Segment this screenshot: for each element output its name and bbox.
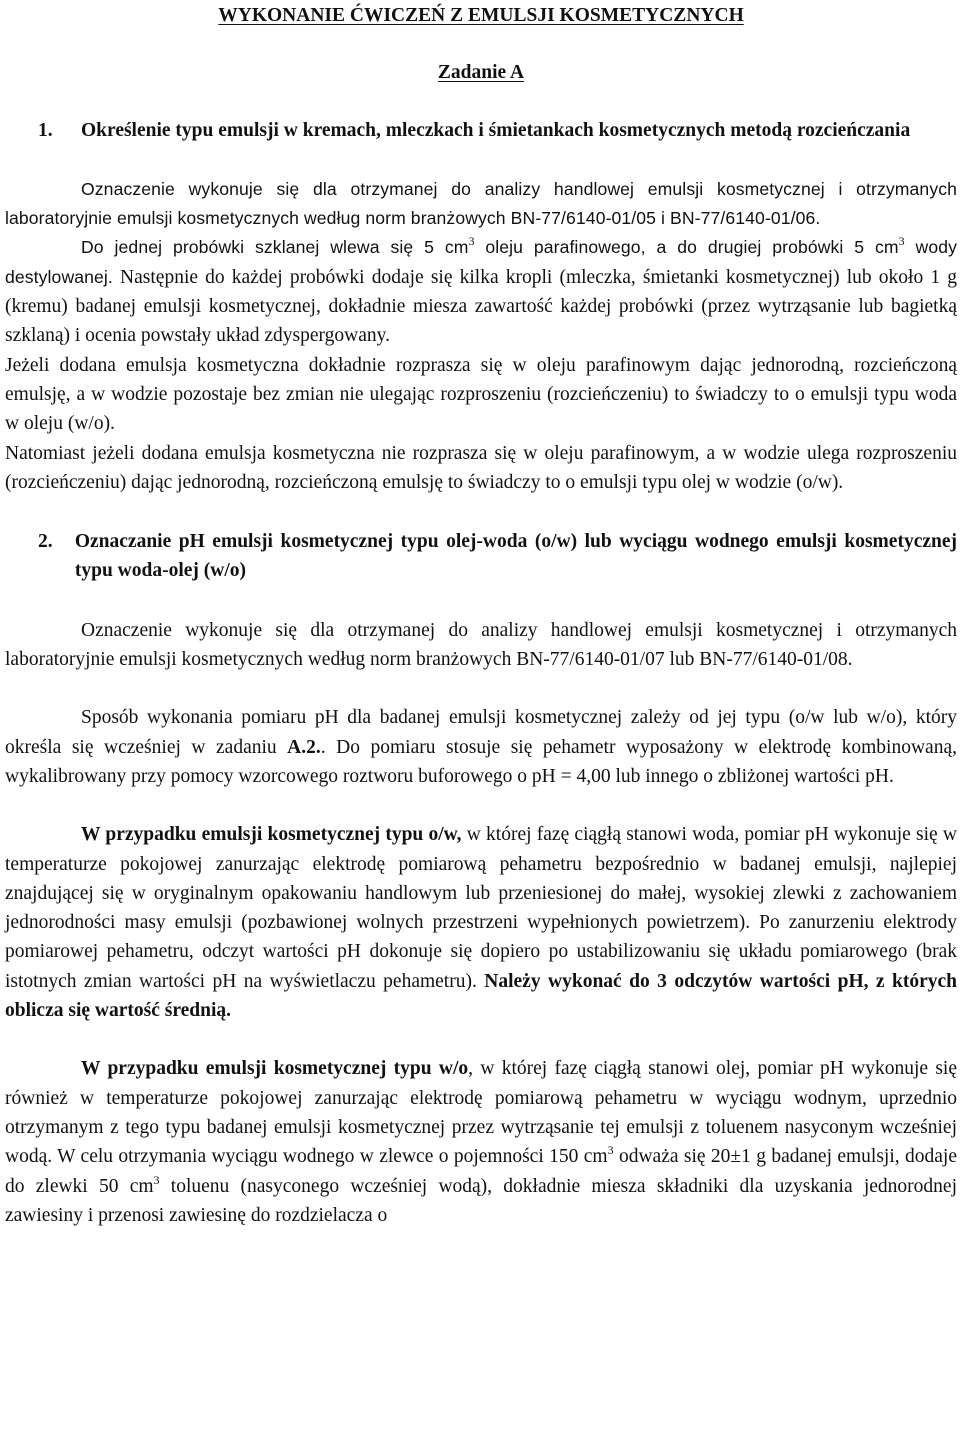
section-1-p2-part-c: wody destylowanej. — [5, 237, 957, 287]
task-heading: Zadanie A — [437, 62, 525, 84]
section-2-p2-part-a: Sposób wykonania pomiaru pH dla badanej emulsji kosmetycznej zależy od jej typu (o/w lub w/o), który określa się wcześniej w zadaniu — [5, 707, 957, 758]
section-1-p2-part-d: Następnie do każdej probówki dodaje się kilka kropli (mleczka, śmietanki kosmetycznej) lub około 1 g (kremu) badanej emulsji kosmetycznej, dokładnie miesza zawartość każdej probówki (przez wytrząsanie lub bagietką szklaną) i ocenia powstały układ zdyspergowany. — [5, 266, 957, 347]
section-2-paragraph-1: Oznaczenie wykonuje się dla otrzymanej do analizy handlowej emulsji kosmetycznej i otrzymanych laboratoryjnie emulsji kosmetycznych według norm branżowych BN-77/6140-01/07 lub BN-77/6140-01/08. — [5, 619, 957, 671]
section-1-p2-part-b: oleju parafinowego, a do drugiej probówki 5 cm — [474, 237, 899, 258]
section-2-paragraph-2 — [5, 703, 957, 791]
section-2-number: 2. — [38, 531, 53, 553]
document-title: WYKONANIE ĆWICZEŃ Z EMULSJI KOSMETYCZNYCH — [218, 5, 744, 26]
section-1-p2-part-a: Do jednej probówki szklanej wlewa się 5 cm — [81, 237, 469, 258]
section-2-p4-sup-1: 3 — [607, 1143, 614, 1158]
section-1-heading — [5, 116, 957, 145]
section-2-p4-part-b: odważa się 20±1 g badanej emulsji, dodaje do zlewki 50 cm — [5, 1146, 957, 1197]
section-1-paragraph-4: Natomiast jeżeli dodana emulsja kosmetyczna nie rozprasza się w oleju parafinowym, a w wodzie ulega rozproszeniu (rozcieńczeniu) dając jednorodną, rozcieńczoną emulsję to świadczy to o emulsji typu olej w wodzie (o/w). — [5, 442, 957, 493]
section-2-p4-bold: W przypadku emulsji kosmetycznej typu w/o — [81, 1058, 469, 1080]
section-2-title: Oznaczanie pH emulsji kosmetycznej typu olej-woda (o/w) lub wyciągu wodnego emulsji kosmetycznej typu woda-olej (w/o) — [74, 531, 957, 582]
section-2-p3-bold: W przypadku emulsji kosmetycznej typu o/w, — [81, 824, 462, 846]
section-1-title: Określenie typu emulsji w kremach, mleczkach i śmietankach kosmetycznych metodą rozcieńczania — [81, 119, 911, 141]
section-2-p3-bold-2: Należy wykonać do 3 odczytów wartości pH, z których oblicza się wartość średnią. — [5, 970, 957, 1022]
section-2-p2-part-b: . Do pomiaru stosuje się pehametr wyposażony w elektrodę kombinowaną, wykalibrowany przy pomocy wzorcowego roztworu buforowego o pH = 4,00 lub innego o zbliżonej wartości pH. — [5, 736, 957, 787]
section-2-paragraph-3 — [5, 820, 957, 1025]
section-2-p4-sup-2: 3 — [153, 1172, 160, 1187]
section-2-p4-part-a: , w której fazę ciągłą stanowi olej, pomiar pH wykonuje się również w temperaturze pokojowej zanurzając elektrodę pomiarową pehametru w wyciągu wodnym, uprzednio otrzymanym z tego typu badanej emulsji kosmetycznej przez wytrząsanie tej emulsji z toluenem nasyconym wcześniej wodą. W celu otrzymania wyciągu wodnego w zlewce o pojemności 150 cm — [5, 1058, 957, 1168]
section-1-p2-sup-2: 3 — [898, 234, 905, 249]
section-1-paragraph-1: Oznaczenie wykonuje się dla otrzymanej do analizy handlowej emulsji kosmetycznej i otrzymanych laboratoryjnie emulsji kosmetycznych według norm branżowych BN-77/6140-01/05 i BN-77/6140-01/06. — [5, 178, 957, 229]
document-page — [5, 0, 957, 1230]
section-1-paragraph-3: Jeżeli dodana emulsja kosmetyczna dokładnie rozprasza się w oleju parafinowym dając jednorodną, rozcieńczoną emulsję, a w wodzie pozostaje bez zmian nie ulegając rozproszeniu (rozcieńczeniu) to świadczy to o emulsji typu woda w oleju (w/o). — [5, 354, 957, 435]
section-1-p2-sup-1: 3 — [468, 234, 475, 249]
section-2-paragraph-4 — [5, 1054, 957, 1230]
section-2-p2-bold: A.2. — [287, 736, 321, 758]
section-2-p4-part-c: toluenu (nasyconego wcześniej wodą), dokładnie miesza składniki dla uzyskania jednorodnej zawiesiny i przenosi zawiesinę do rozdzielacza o — [5, 1175, 957, 1226]
section-2-heading — [5, 527, 957, 586]
section-1-number: 1. — [38, 119, 53, 141]
section-1-paragraph-2 — [5, 233, 957, 350]
section-2-p3-part-a: w której fazę ciągłą stanowi woda, pomiar pH wykonuje się w temperaturze pokojowej zanurzając elektrodę pomiarową pehametru bezpośrednio w badanej emulsji, najlepiej znajdującej się w oryginalnym opakowaniu handlowym lub przeniesionej do małej, wysokiej zlewki z zachowaniem jednorodności masy emulsji (pozbawionej wolnych przestrzeni wypełnionych powietrzem). Po zanurzeniu elektrody pomiarowej pehametru, odczyt wartości pH dokonuje się dopiero po ustabilizowaniu się układu pomiarowego (brak istotnych zmian wartości pH na wyświetlaczu pehametru). — [5, 824, 957, 992]
